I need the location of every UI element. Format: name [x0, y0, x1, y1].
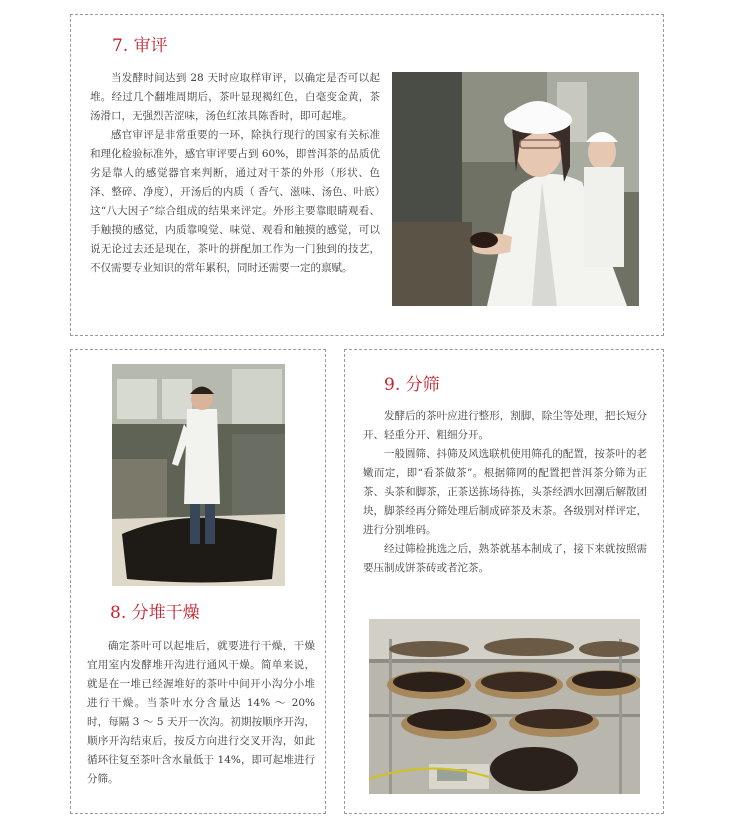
section-title: 7. 审评: [112, 36, 168, 56]
section-title: 8. 分堆干燥: [110, 603, 200, 623]
section-drying-panel: [70, 349, 326, 814]
section-body: [90, 69, 380, 278]
paragraph: 确定茶叶可以起堆后，就要进行干燥，干燥宜用室内发酵堆开沟进行通风干燥。简单来说，就是在一堆已经渥堆好的茶叶中间开小沟分小堆进行干燥。当茶叶水分含量达 14% ～ 20% 时，每隔 3 ～ 5 天开一次沟。初期按顺序开沟，顺序开沟结束后，按反方向进行交叉开沟，如此循环往复至茶叶含水量低于 14%，即可起堆进行分筛。: [87, 640, 315, 785]
paragraph: 发酵后的茶叶应进行整形，割脚，除尘等处理，把长短分开、轻重分开、粗细分开。: [363, 410, 647, 441]
tea-tasting-photo: [392, 72, 639, 306]
paragraph: 经过筛检挑选之后，熟茶就基本制成了，接下来就按照需要压制成饼茶砖或者沱茶。: [363, 543, 647, 574]
section-review-panel: [70, 14, 664, 336]
section-sieving-panel: [344, 349, 664, 814]
paragraph: 当发酵时间达到 28 天时应取样审评，以确定是否可以起堆。经过几个翻堆周期后，茶叶显现褐红色，白毫变金黄，茶汤滑口，无强烈苦涩味，汤色红浓具陈香时，即可起堆。: [90, 72, 380, 122]
section-body: [87, 637, 315, 789]
tea-sieves-photo: [369, 619, 640, 794]
section-title: 9. 分筛: [384, 375, 440, 395]
tea-drying-photo: [112, 364, 285, 586]
paragraph: 一般圆筛、抖筛及风选联机使用筛孔的配置，按茶叶的老嫩而定，即“看茶做茶”。根据筛网的配置把普洱茶分筛为正茶、头茶和脚茶，正茶送拣场待拣，头茶经洒水回潮后解散团块，脚茶经再分筛处理后制成碎茶及末茶。各级别对样评定，进行分别堆码。: [363, 448, 647, 536]
section-body: [363, 407, 647, 578]
paragraph: 感官审评是非常重要的一环，除执行现行的国家有关标准和理化检验标准外，感官审评要占到 60%，即普洱茶的品质优劣是靠人的感觉器官来判断，通过对干茶的外形（形状、色泽、整碎、净度），开汤后的内质（ 香气、滋味、汤色、叶底）这“八大因子”综合组成的结果来评定。外形主要靠眼睛观看、手触摸的感觉，内质靠嗅觉、味觉、观看和触摸的感觉，可以说无论过去还是现在，茶叶的拼配加工作为一门独到的技艺，不仅需要专业知识的常年累积，同时还需要一定的禀赋。: [90, 129, 380, 274]
